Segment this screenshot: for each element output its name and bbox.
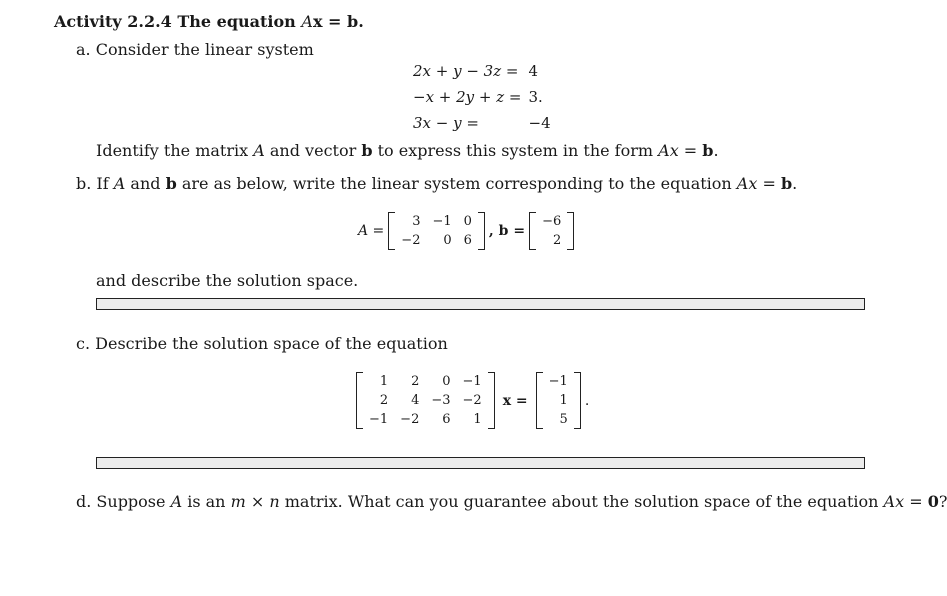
matrix-M-table	[363, 372, 488, 429]
matrix-cell: 1	[559, 393, 568, 408]
part-d-text-seg: Suppose	[96, 492, 171, 511]
part-b-text-seg: are as below, write the linear system corresponding to the equation	[176, 174, 737, 193]
matrix-cell: 2	[379, 393, 389, 408]
title-var-A: A	[301, 12, 313, 31]
part-b-label: b.	[76, 174, 92, 193]
part-b-text-seg: If	[96, 174, 114, 193]
activity-title	[54, 12, 364, 31]
matrix-cell: −6	[542, 214, 562, 229]
instr-var-A: A	[253, 141, 265, 160]
part-c-equation	[356, 372, 589, 429]
linear-system	[410, 58, 554, 136]
part-c-label: c.	[76, 334, 91, 353]
matrix-cell: 5	[559, 412, 568, 427]
matrix-row	[543, 410, 574, 429]
instr-text: Identify the matrix	[96, 141, 254, 160]
title-var-x: x	[312, 12, 323, 31]
vector-b	[529, 212, 574, 250]
matrix-row	[543, 391, 574, 410]
matrix-row	[395, 231, 478, 250]
part-b-text-seg: .	[792, 174, 798, 193]
title-eq-rest: = b.	[322, 12, 364, 31]
matrix-cell: 0	[442, 374, 451, 389]
part-c-text	[76, 334, 448, 353]
instr-var-Ax: Ax	[658, 141, 679, 160]
equation-period: .	[584, 392, 590, 409]
part-a-instruction	[96, 141, 719, 160]
part-d-label: d.	[76, 492, 92, 511]
vector-b-table	[536, 212, 567, 250]
matrix-cell: 2	[552, 233, 562, 248]
part-b-equation	[358, 212, 574, 250]
part-d-var-n: n	[269, 492, 280, 511]
bracket-right	[478, 212, 485, 250]
matrix-row	[363, 372, 488, 391]
vector-v-table	[543, 372, 574, 429]
system-rhs: −4	[528, 114, 551, 132]
matrix-row	[543, 372, 574, 391]
part-b-text-seg: and	[125, 174, 166, 193]
bracket-left	[529, 212, 536, 250]
system-rhs: 3.	[528, 88, 543, 106]
part-d-text-seg: is an	[182, 492, 231, 511]
bracket-right	[574, 372, 581, 429]
matrix-cell: −3	[431, 393, 451, 408]
instr-var-b: b	[361, 141, 373, 160]
system-rhs: 4	[528, 62, 539, 80]
matrix-row	[536, 231, 567, 250]
answer-box-c[interactable]	[96, 457, 865, 469]
matrix-cell: −2	[400, 412, 420, 427]
instr-text: and vector	[264, 141, 362, 160]
part-d-text	[76, 492, 947, 511]
matrix-A-label: A =	[358, 223, 385, 239]
instr-text: =	[678, 141, 703, 160]
matrix-A-table	[395, 212, 478, 250]
matrix-cell: 2	[411, 374, 420, 389]
matrix-cell: 3	[412, 214, 421, 229]
bracket-left	[388, 212, 395, 250]
matrix-cell: 4	[411, 393, 420, 408]
matrix-cell: 1	[379, 374, 389, 389]
instr-var-b2: b	[702, 141, 714, 160]
part-a-intro-text: Consider the linear system	[95, 40, 314, 59]
system-lhs: 3x − y =	[413, 114, 479, 132]
matrix-cell: −1	[432, 214, 452, 229]
bracket-left	[356, 372, 363, 429]
part-d-var-Ax: Ax	[883, 492, 905, 511]
part-b-text	[76, 174, 797, 193]
matrix-A	[388, 212, 485, 250]
part-b-var-b: b	[165, 174, 177, 193]
part-a-label: a.	[76, 40, 91, 59]
bracket-right	[567, 212, 574, 250]
part-d-text-seg: =	[904, 492, 928, 511]
part-c-text-seg: Describe the solution space of the equation	[95, 334, 448, 353]
matrix-cell: 1	[473, 412, 482, 427]
matrix-cell: 6	[463, 233, 472, 248]
part-b-var-b2: b	[780, 174, 793, 193]
matrix-row	[363, 391, 488, 410]
bracket-left	[536, 372, 543, 429]
matrix-row	[395, 212, 478, 231]
part-d-var-m: m	[230, 492, 246, 511]
matrix-cell: −2	[462, 393, 482, 408]
matrix-cell: −1	[548, 374, 568, 389]
matrix-cell: 0	[443, 233, 452, 248]
part-d-text-seg: ?	[938, 492, 947, 511]
part-d-zero-vector: 0	[927, 492, 939, 511]
system-row	[410, 58, 554, 84]
part-a-intro	[76, 40, 314, 59]
vector-b-label: , b =	[488, 223, 526, 239]
bracket-right	[488, 372, 495, 429]
part-b-describe: and describe the solution space.	[96, 271, 359, 290]
system-lhs: −x + 2y + z =	[413, 88, 522, 106]
matrix-row	[536, 212, 567, 231]
matrix-cell: −2	[401, 233, 421, 248]
part-d-times: ×	[245, 492, 270, 511]
system-row	[410, 84, 554, 110]
instr-text: to express this system in the form	[372, 141, 659, 160]
vector-x-label: x =	[502, 392, 528, 409]
matrix-cell: −1	[462, 374, 482, 389]
matrix-cell: −1	[369, 412, 389, 427]
instr-text: .	[713, 141, 719, 160]
part-b-text-seg: =	[757, 174, 781, 193]
answer-box-b[interactable]	[96, 298, 865, 310]
matrix-cell: 0	[463, 214, 472, 229]
system-lhs: 2x + y − 3z =	[413, 62, 519, 80]
system-row	[410, 110, 554, 136]
matrix-M	[356, 372, 495, 429]
part-b-var-Ax: Ax	[736, 174, 758, 193]
part-d-text-seg: matrix. What can you guarantee about the solution space of the equation	[279, 492, 884, 511]
matrix-cell: 6	[442, 412, 451, 427]
part-b-var-A: A	[113, 174, 126, 193]
matrix-row	[363, 410, 488, 429]
part-d-var-A: A	[170, 492, 183, 511]
title-prefix: Activity 2.2.4 The equation	[54, 12, 296, 31]
vector-v	[536, 372, 581, 429]
